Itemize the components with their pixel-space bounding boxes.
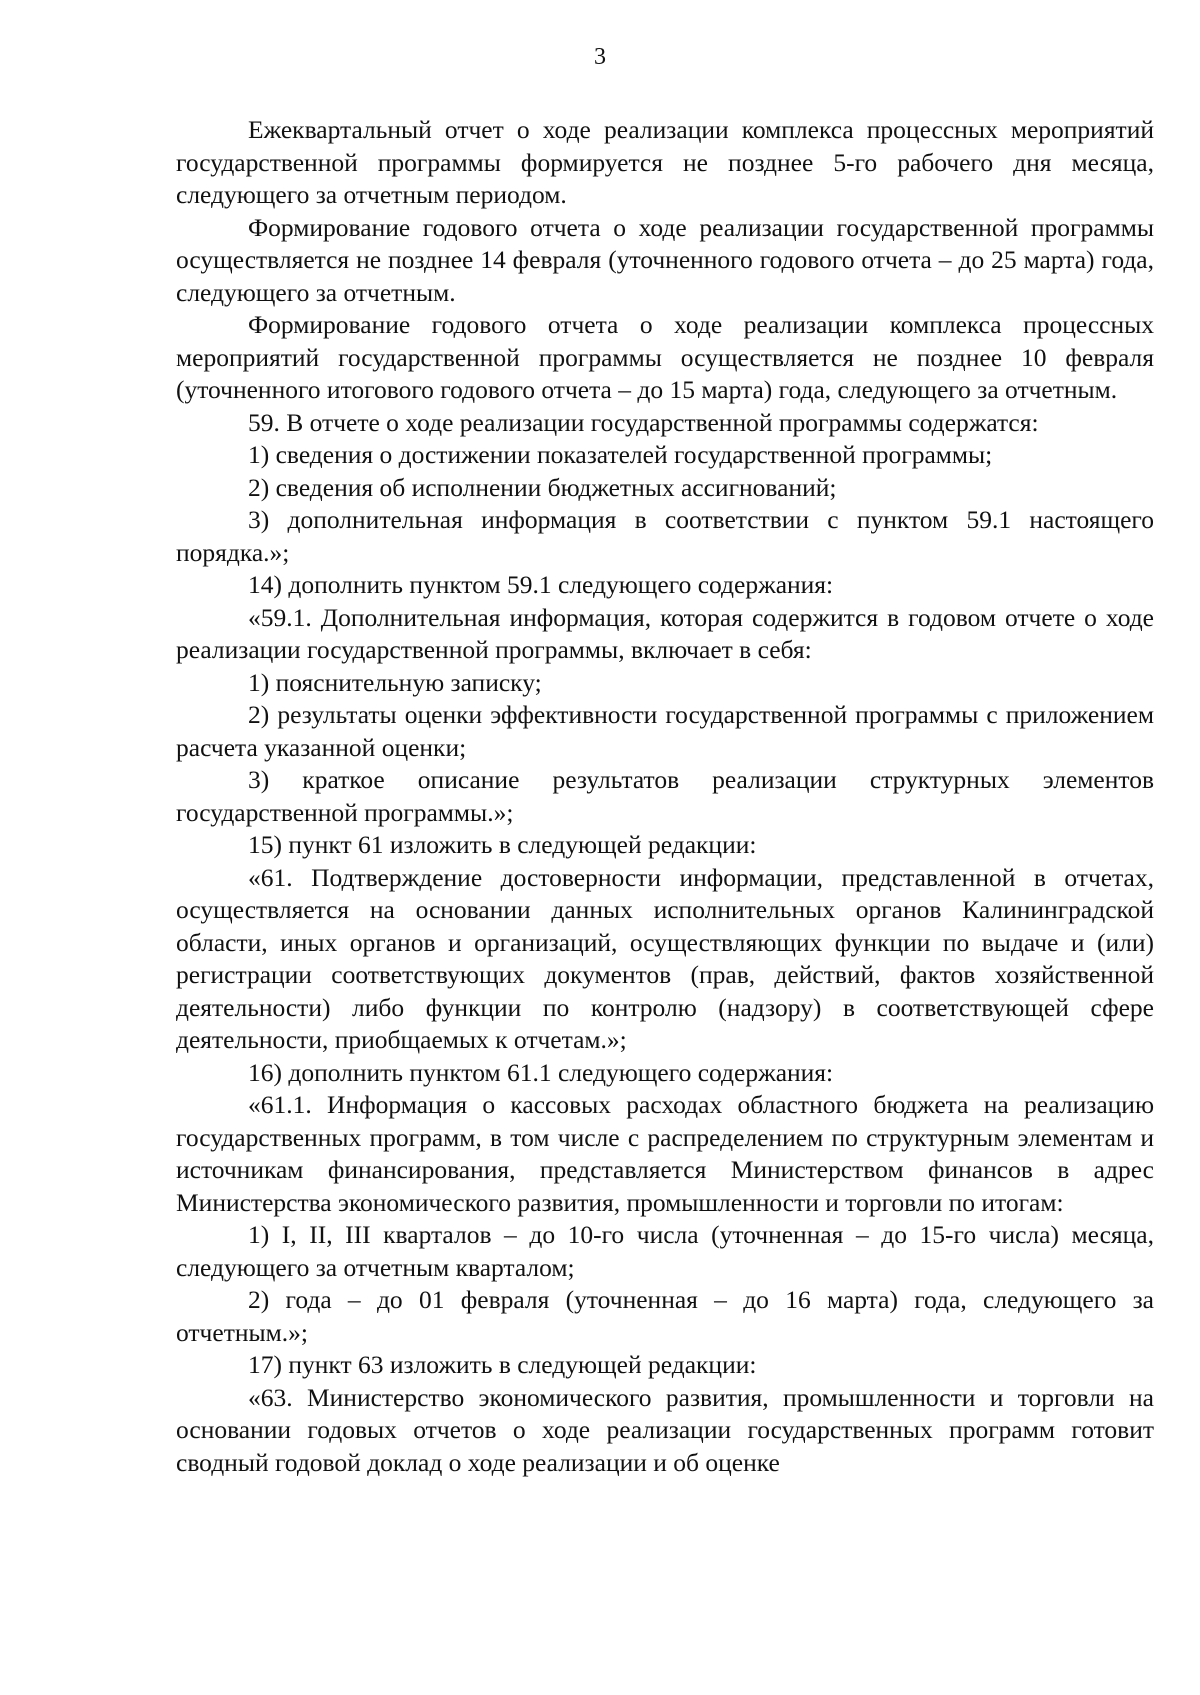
paragraph-amendment-15: 15) пункт 61 изложить в следующей редакции: (248, 830, 757, 859)
paragraph-annual-report-deadline: Формирование годового отчета о ходе реализации государственной программы осуществляется не позднее 14 февраля (уточненного годового отчета – до 25 марта) года, следующего за отчетным. (176, 212, 1154, 307)
paragraph-annual-complex-report: Формирование годового отчета о ходе реализации комплекса процессных мероприятий государственной программы осуществляется не позднее 10 февраля (уточненного итогового годового отчета – до 15 марта) года, следующего за отчетным. (176, 310, 1154, 404)
paragraph-structural-elements: 3) краткое описание результатов реализации структурных элементов государственной программы.»; (176, 765, 1154, 827)
paragraph-item-59-1-text: «59.1. Дополнительная информация, которая содержится в годовом отчете о ходе реализации государственной программы, включает в себя: (176, 602, 1154, 664)
paragraph-explanatory-note: 1) пояснительную записку; (248, 667, 542, 697)
paragraph-amendment-17: 17) пункт 63 изложить в следующей редакции: (248, 1350, 757, 1379)
paragraph-quarters-deadline: 1) I, II, III кварталов – до 10-го числа (уточненная – до 15-го числа) месяца, следующего за отчетным кварталом; (176, 1220, 1154, 1282)
paragraph-item-59-2: 2) сведения об исполнении бюджетных ассигнований; (248, 472, 837, 502)
paragraph-year-deadline: 2) года – до 01 февраля (уточненная – до 16 марта) года, следующего за отчетным.»; (176, 1285, 1154, 1347)
paragraph-item-63: «63. Министерство экономического развития, промышленности и торговли на основании годовых отчетов о ходе реализации государственных программ готовит сводный годовой доклад о ходе реализации и об оценке (176, 1382, 1154, 1477)
document-body (176, 114, 1154, 1479)
paragraph-quarterly-report: Ежеквартальный отчет о ходе реализации комплекса процессных мероприятий государственной программы формируется не позднее 5-го рабочего дня месяца, следующего за отчетным периодом. (176, 115, 1154, 209)
paragraph-amendment-14: 14) дополнить пунктом 59.1 следующего содержания: (248, 570, 834, 599)
page-number: 3 (594, 44, 606, 70)
paragraph-item-59-3: 3) дополнительная информация в соответствии с пунктом 59.1 настоящего порядка.»; (176, 505, 1154, 567)
paragraph-efficiency-results: 2) результаты оценки эффективности государственной программы с приложением расчета указанной оценки; (176, 700, 1154, 762)
paragraph-amendment-16: 16) дополнить пунктом 61.1 следующего содержания: (248, 1057, 834, 1087)
paragraph-item-59: 59. В отчете о ходе реализации государственной программы содержатся: (248, 407, 1039, 437)
paragraph-item-61: «61. Подтверждение достоверности информации, представленной в отчетах, осуществляется на основании данных исполнительных органов Калининградской области, иных органов и организаций, осуществляющих функции по выдаче и (или) регистрации соответствующих документов (прав, действий, фактов хозяйственной деятельности) либо функции по контролю (надзору) в соответствующей сфере деятельности, приобщаемых к отчетам.»; (176, 862, 1154, 1054)
paragraph-item-59-1: 1) сведения о достижении показателей государственной программы; (248, 440, 993, 469)
paragraph-item-61-1: «61.1. Информация о кассовых расходах областного бюджета на реализацию государственных программ, в том числе с распределением по структурным элементам и источникам финансирования, представляется Министерством финансов в адрес Министерства экономического развития, промышленности и торговли по итогам: (176, 1090, 1154, 1217)
